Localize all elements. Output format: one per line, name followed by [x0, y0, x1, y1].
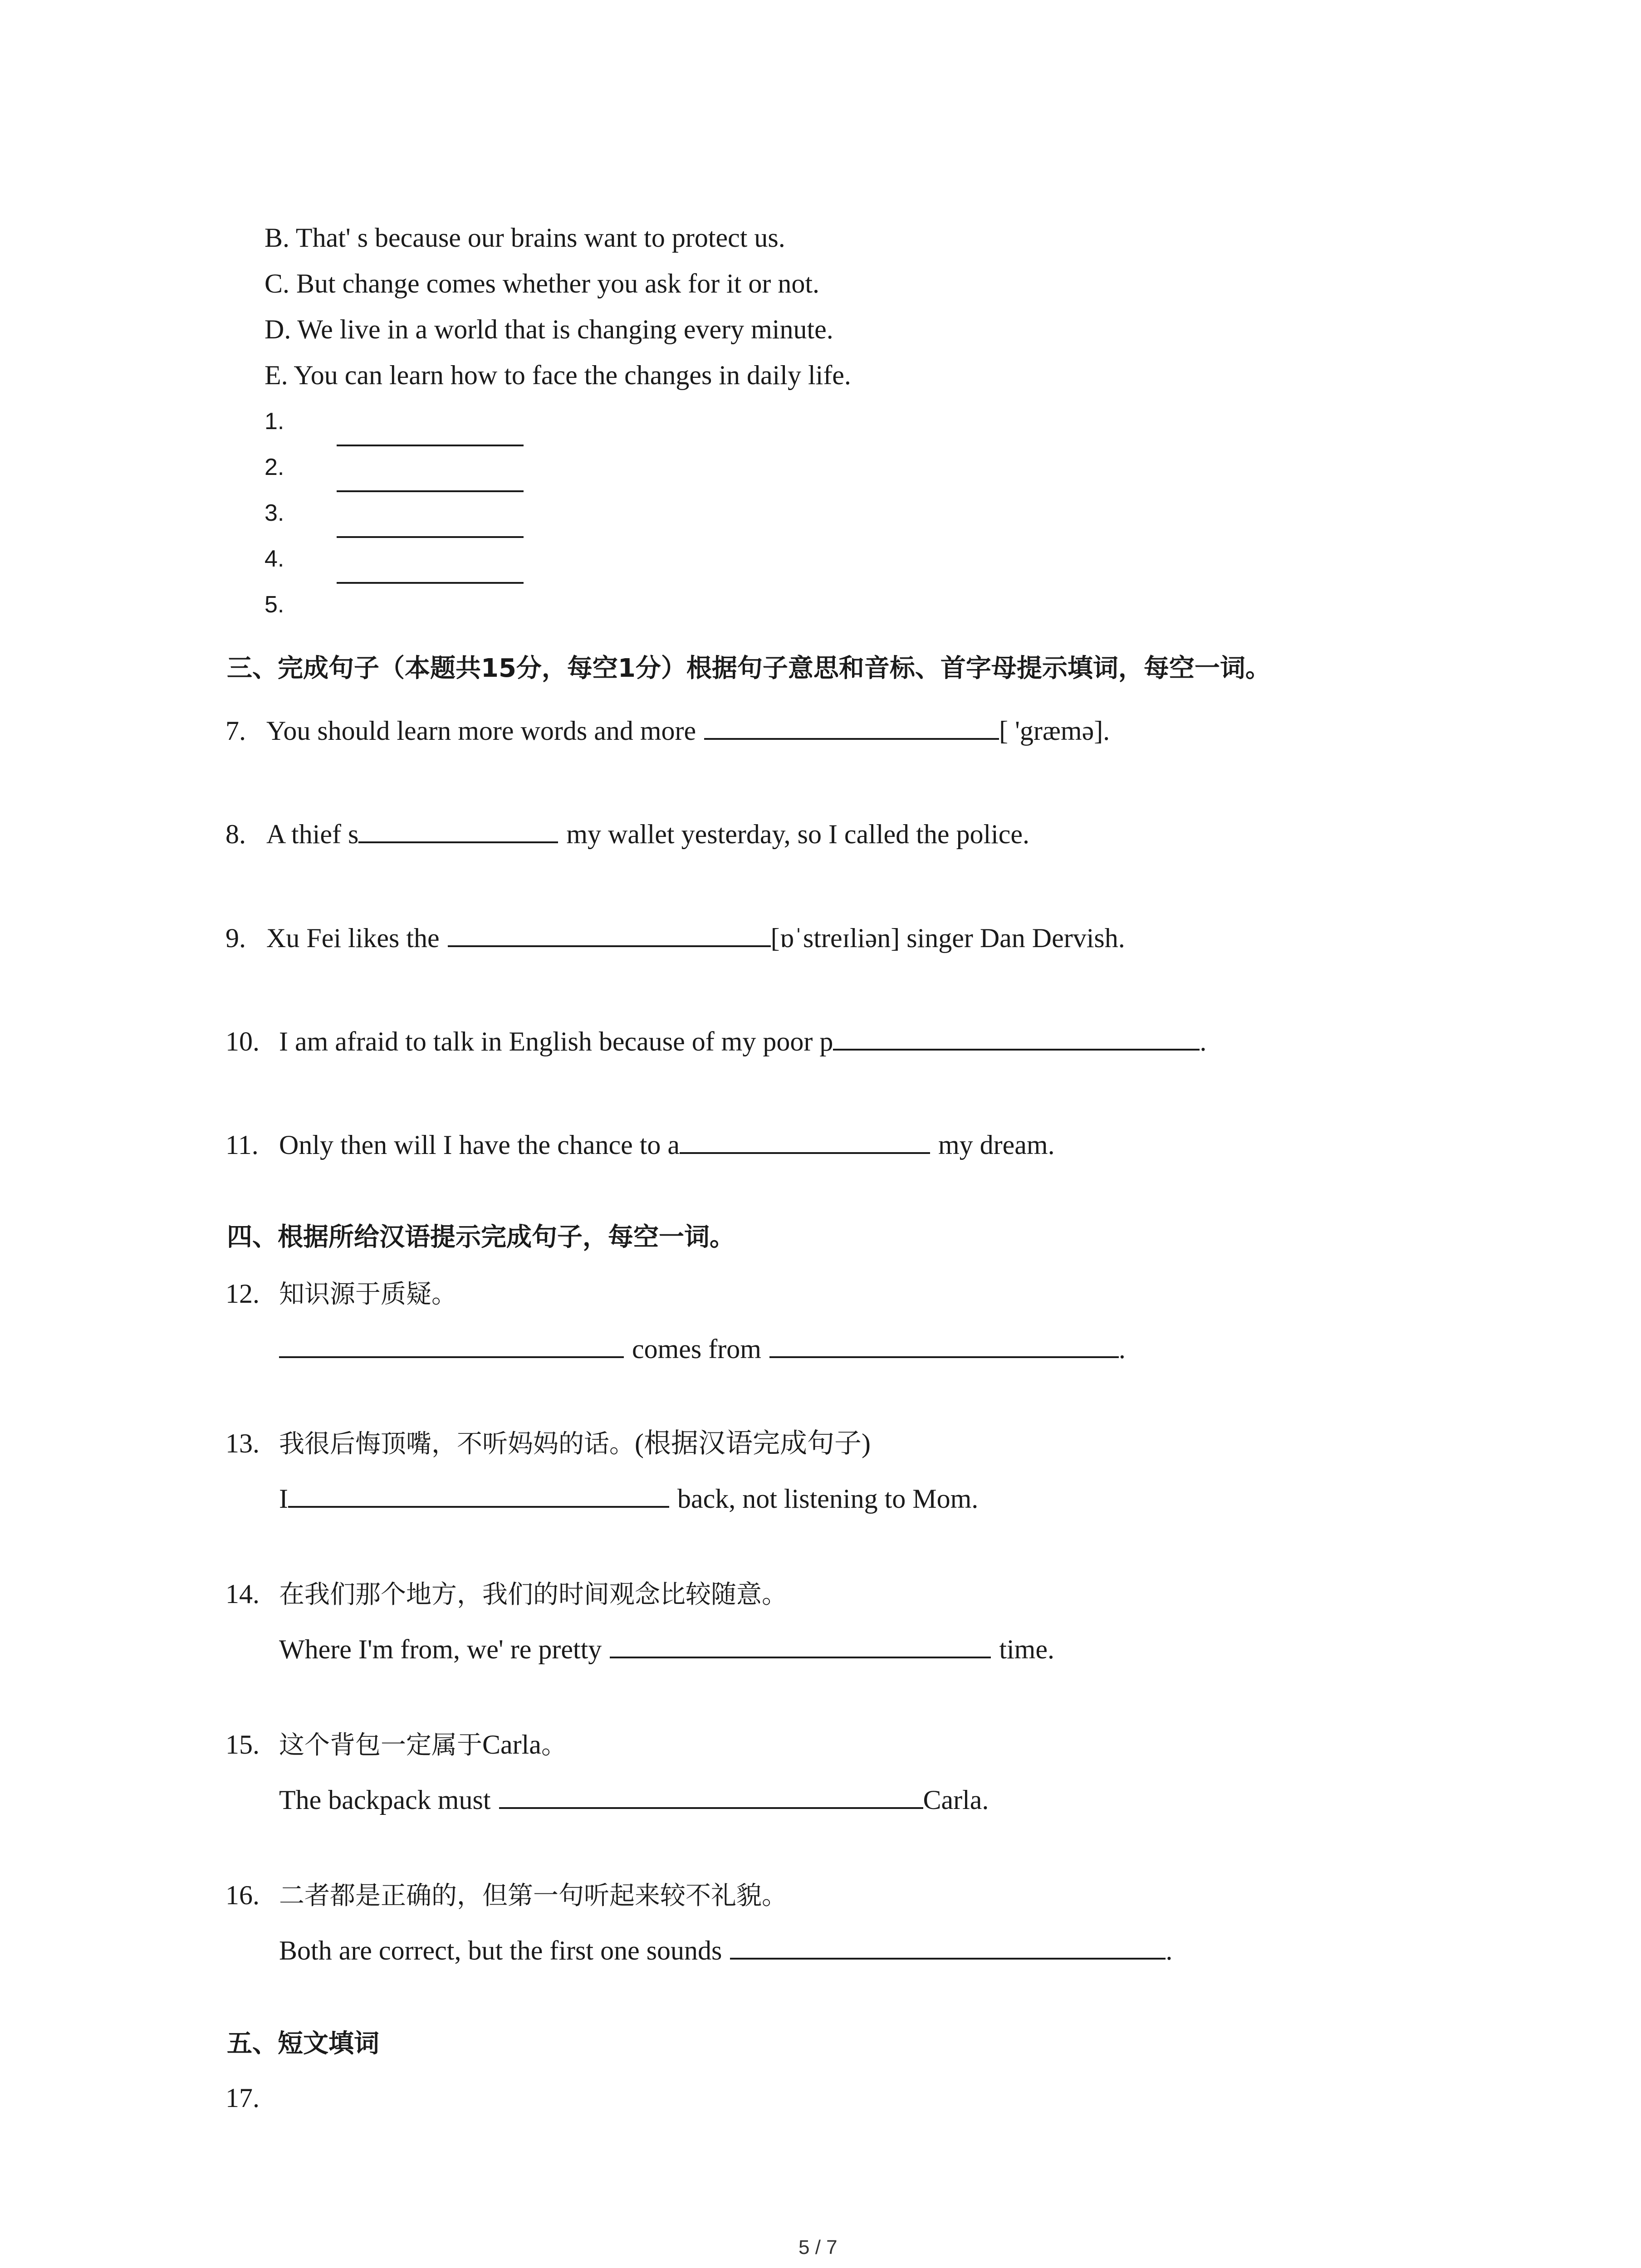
question-text: You should learn more words and more — [266, 716, 696, 746]
question-text-after: my wallet yesterday, so I called the police. — [566, 819, 1030, 849]
question-9 — [225, 922, 1125, 952]
question-text-after: Carla. — [923, 1785, 989, 1815]
section-5-heading: 五、短文填词 — [227, 2029, 379, 2058]
question-14-line — [279, 1633, 1054, 1663]
question-number: 11. — [225, 1130, 259, 1160]
question-text-after: [ 'græmə]. — [999, 716, 1110, 746]
chinese-prompt: 我很后悔顶嘴，不听妈妈的话。 — [279, 1429, 635, 1459]
question-text-after: my dream. — [938, 1130, 1055, 1160]
answer-blank-1[interactable] — [279, 1333, 624, 1358]
question-text-after: back, not listening to Mom. — [677, 1484, 979, 1514]
chinese-prompt-name: Carla — [482, 1730, 541, 1760]
question-15-line — [279, 1784, 989, 1813]
question-number: 10. — [225, 1026, 260, 1056]
question-text-end: . — [1118, 1334, 1126, 1364]
question-number: 16. — [225, 1880, 260, 1910]
question-text: A thief s — [266, 819, 359, 849]
question-text-after: . — [1166, 1936, 1173, 1965]
chinese-prompt: 二者都是正确的，但第一句听起来较不礼貌。 — [279, 1881, 787, 1911]
question-12-line — [279, 1333, 1126, 1363]
question-text: I am afraid to talk in English because of my poor p — [279, 1026, 833, 1056]
answer-blank-2[interactable] — [769, 1333, 1119, 1358]
question-13-prompt — [225, 1430, 871, 1457]
section-4-heading: 四、根据所给汉语提示完成句子，每空一词。 — [227, 1222, 735, 1252]
question-17 — [225, 2084, 260, 2112]
answer-number-3: 3. — [265, 500, 284, 526]
answer-number-2: 2. — [265, 454, 284, 480]
question-number: 12. — [225, 1279, 260, 1309]
option-e: E. You can learn how to face the changes in daily life. — [265, 360, 851, 390]
answer-number-1: 1. — [265, 408, 284, 435]
question-15-prompt — [225, 1731, 567, 1758]
chinese-prompt: 在我们那个地方，我们的时间观念比较随意。 — [279, 1580, 787, 1609]
option-c: C. But change comes whether you ask for it or not. — [265, 269, 820, 298]
question-text-after: [ɒˈstreɪliən] singer Dan Dervish. — [770, 923, 1125, 953]
answer-number-4: 4. — [265, 546, 284, 572]
answer-blank[interactable] — [288, 1482, 669, 1508]
chinese-prompt: 知识源于质疑。 — [279, 1280, 457, 1309]
question-text: Where I'm from, we' re pretty — [279, 1634, 602, 1664]
question-text-after: time. — [999, 1634, 1054, 1664]
question-12-prompt — [225, 1280, 457, 1307]
answer-blank[interactable] — [680, 1129, 930, 1154]
question-text-start: I — [279, 1484, 288, 1514]
section-3-heading: 三、完成句子（本题共15分，每空1分）根据句子意思和音标、首字母提示填词，每空一词。 — [227, 654, 1271, 683]
question-text-after: . — [1200, 1026, 1207, 1056]
question-number: 7. — [225, 716, 246, 746]
page-number: 5 / 7 — [798, 2236, 838, 2258]
question-text: Both are correct, but the first one sounds — [279, 1936, 722, 1965]
question-11 — [225, 1129, 1055, 1158]
answer-blank[interactable] — [704, 714, 999, 740]
answer-blank[interactable] — [499, 1784, 923, 1809]
question-number: 15. — [225, 1730, 260, 1760]
question-13-line — [279, 1482, 978, 1512]
question-10 — [225, 1025, 1206, 1055]
question-text-mid: comes from — [632, 1334, 761, 1364]
question-number: 13. — [225, 1428, 260, 1458]
answer-blank[interactable] — [358, 818, 558, 843]
question-8 — [225, 818, 1029, 848]
option-d: D. We live in a world that is changing every minute. — [265, 314, 833, 344]
question-number: 14. — [225, 1579, 260, 1609]
answer-number-5: 5. — [265, 591, 284, 618]
answer-blank-3[interactable] — [337, 536, 524, 538]
question-text: Xu Fei likes the — [266, 923, 440, 953]
chinese-prompt: 这个背包一定属于 — [279, 1730, 482, 1760]
answer-blank-4[interactable] — [337, 582, 524, 584]
option-b: B. That' s because our brains want to protect us. — [265, 223, 785, 253]
question-text: Only then will I have the chance to a — [279, 1130, 680, 1160]
answer-blank-2[interactable] — [337, 490, 524, 492]
answer-blank[interactable] — [833, 1025, 1200, 1051]
answer-blank[interactable] — [448, 922, 771, 947]
question-16-prompt — [225, 1882, 787, 1909]
chinese-prompt-note: (根据汉语完成句子) — [635, 1428, 871, 1458]
chinese-prompt-end: 。 — [541, 1730, 567, 1760]
question-text: The backpack must — [279, 1785, 491, 1815]
question-16-line — [279, 1934, 1172, 1964]
question-number: 17. — [225, 2083, 260, 2113]
question-number: 9. — [225, 923, 246, 953]
answer-blank[interactable] — [610, 1633, 991, 1658]
question-14-prompt — [225, 1580, 787, 1608]
answer-blank-1[interactable] — [337, 445, 524, 446]
answer-blank[interactable] — [730, 1934, 1166, 1960]
question-number: 8. — [225, 819, 246, 849]
question-7 — [225, 714, 1110, 744]
